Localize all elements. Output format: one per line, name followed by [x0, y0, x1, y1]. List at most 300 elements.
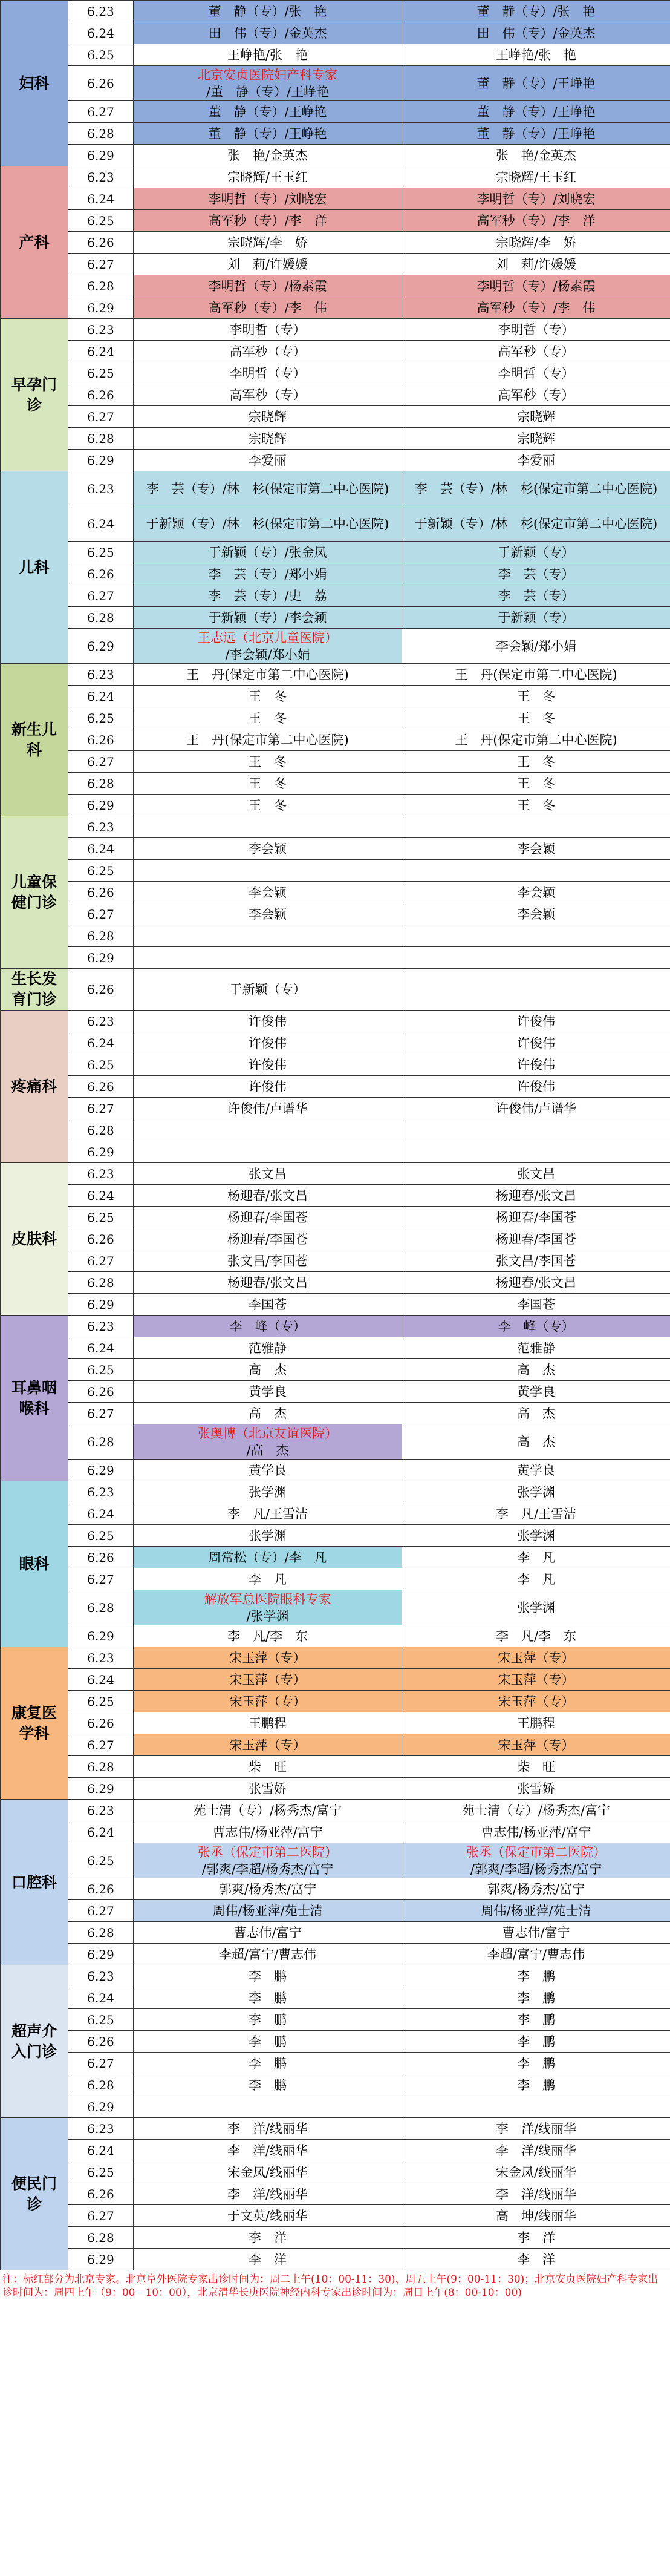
doctor-text: 宗晓辉	[249, 409, 287, 424]
doctor-text: 苑士清（专）/杨秀杰/富宁	[461, 1803, 611, 1818]
afternoon-doctor-cell	[402, 232, 670, 254]
doctor-text: 杨迎春/李国苍	[495, 1231, 577, 1247]
morning-doctor-cell	[134, 882, 402, 903]
morning-doctor-cell	[134, 707, 402, 729]
morning-doctor-cell	[134, 947, 402, 969]
schedule-row	[1, 2227, 670, 2249]
department-name: 生长发育门诊	[1, 969, 68, 1011]
schedule-row	[1, 947, 670, 969]
doctor-text: 王峥艳/张 艳	[227, 47, 308, 62]
morning-doctor-cell	[134, 1712, 402, 1734]
doctor-text: 李明哲（专）/杨素霞	[208, 278, 327, 293]
morning-doctor-cell	[134, 1669, 402, 1691]
afternoon-doctor-cell	[402, 860, 670, 882]
date-cell: 6.23	[68, 1481, 134, 1503]
doctor-text: 张学渊	[517, 1484, 555, 1499]
doctor-text: 范雅静	[517, 1340, 555, 1355]
date-cell: 6.27	[68, 751, 134, 773]
morning-doctor-cell	[134, 1625, 402, 1647]
morning-doctor-cell	[134, 2096, 402, 2118]
date-cell: 6.26	[68, 1712, 134, 1734]
afternoon-doctor-cell	[402, 1098, 670, 1119]
schedule-row	[1, 188, 670, 210]
doctor-text: 宋玉萍（专）	[498, 1694, 574, 1709]
afternoon-doctor-cell	[402, 1403, 670, 1424]
date-cell: 6.27	[68, 585, 134, 607]
doctor-text: 李 凡/李 东	[227, 1628, 308, 1644]
date-cell: 6.26	[68, 1381, 134, 1403]
doctor-text: 王峥艳/张 艳	[495, 47, 577, 62]
doctor-text: 郭爽/杨秀杰/富宁	[487, 1881, 585, 1896]
date-cell: 6.25	[68, 860, 134, 882]
morning-doctor-cell	[134, 729, 402, 751]
morning-doctor-cell	[134, 1032, 402, 1054]
date-cell: 6.25	[68, 2161, 134, 2183]
afternoon-doctor-cell	[402, 384, 670, 406]
date-cell: 6.25	[68, 1359, 134, 1381]
doctor-text: 李会颖	[517, 885, 555, 900]
schedule-row	[1, 1900, 670, 1922]
morning-doctor-cell	[134, 2249, 402, 2270]
doctor-text: 高 杰	[249, 1406, 287, 1421]
morning-doctor-cell	[134, 1987, 402, 2009]
doctor-text: 董 静（专）/王峥艳	[476, 76, 596, 91]
afternoon-doctor-cell	[402, 319, 670, 341]
date-cell: 6.27	[68, 2053, 134, 2074]
schedule-row	[1, 1503, 670, 1525]
visiting-expert-text: 北京安贞医院妇产科专家	[198, 67, 337, 82]
schedule-row	[1, 1359, 670, 1381]
afternoon-doctor-cell	[402, 362, 670, 384]
afternoon-doctor-cell	[402, 2161, 670, 2183]
date-cell: 6.24	[68, 341, 134, 362]
morning-doctor-cell	[134, 2140, 402, 2161]
doctor-text: 许俊伟	[249, 1035, 287, 1050]
morning-doctor-cell	[134, 2118, 402, 2140]
morning-doctor-cell	[134, 1647, 402, 1669]
doctor-text: 李 洋/线丽华	[495, 2121, 577, 2136]
date-cell: 6.25	[68, 707, 134, 729]
department-name: 产科	[1, 166, 68, 319]
doctor-text: 高 杰	[517, 1434, 555, 1449]
date-cell: 6.28	[68, 2074, 134, 2096]
doctor-text: 李 鹏	[249, 1990, 287, 2005]
schedule-row	[1, 2009, 670, 2031]
doctor-text: 李明哲（专）	[498, 322, 574, 337]
schedule-row	[1, 1011, 670, 1032]
doctor-text: 李 洋/线丽华	[495, 2143, 577, 2158]
schedule-row	[1, 686, 670, 707]
afternoon-doctor-cell	[402, 1778, 670, 1800]
visiting-expert-text: 张丞（保定市第二医院）	[198, 1844, 337, 1860]
doctor-text: 王 冬	[249, 776, 287, 791]
schedule-row	[1, 406, 670, 428]
morning-doctor-cell	[134, 1119, 402, 1141]
department-name: 疼痛科	[1, 1011, 68, 1163]
doctor-text: 高 杰	[249, 1362, 287, 1377]
doctor-text: /郭爽/李超/杨秀杰/富宁	[201, 1861, 334, 1876]
morning-doctor-cell	[134, 1076, 402, 1098]
afternoon-doctor-cell	[402, 816, 670, 838]
morning-doctor-cell	[134, 1778, 402, 1800]
doctor-text: 宋玉萍（专）	[229, 1737, 306, 1752]
morning-doctor-cell	[134, 362, 402, 384]
doctor-text: 王 丹(保定市第二中心医院)	[455, 732, 617, 747]
schedule-row	[1, 1944, 670, 1965]
afternoon-doctor-cell	[402, 2118, 670, 2140]
date-cell: 6.29	[68, 1625, 134, 1647]
date-cell: 6.29	[68, 795, 134, 816]
afternoon-doctor-cell	[402, 1272, 670, 1294]
date-cell: 6.23	[68, 1, 134, 22]
date-cell: 6.24	[68, 506, 134, 542]
schedule-row	[1, 1250, 670, 1272]
afternoon-doctor-cell	[402, 1647, 670, 1669]
schedule-row	[1, 1098, 670, 1119]
schedule-row	[1, 2161, 670, 2183]
morning-doctor-cell	[134, 2009, 402, 2031]
doctor-text: /李会颖/郑小娟	[225, 647, 310, 662]
doctor-text: 李 鹏	[517, 1990, 555, 2005]
doctor-text: 高军秒（专）/李 伟	[476, 300, 596, 315]
date-cell: 6.26	[68, 882, 134, 903]
schedule-row	[1, 2053, 670, 2074]
morning-doctor-cell	[134, 1821, 402, 1843]
schedule-row	[1, 1481, 670, 1503]
schedule-row	[1, 607, 670, 629]
visiting-expert-text: 解放军总医院眼科专家	[204, 1591, 331, 1607]
schedule-row	[1, 903, 670, 925]
date-cell: 6.24	[68, 686, 134, 707]
morning-doctor-cell	[134, 1922, 402, 1944]
schedule-row	[1, 1381, 670, 1403]
department-name: 妇科	[1, 1, 68, 166]
afternoon-doctor-cell	[402, 1294, 670, 1316]
afternoon-doctor-cell	[402, 1944, 670, 1965]
morning-doctor-cell	[134, 1525, 402, 1547]
afternoon-doctor-cell	[402, 123, 670, 145]
date-cell: 6.27	[68, 903, 134, 925]
morning-doctor-cell	[134, 506, 402, 542]
morning-doctor-cell	[134, 1944, 402, 1965]
schedule-row	[1, 1228, 670, 1250]
doctor-text: 于新颖（专）/林 杉(保定市第二中心医院)	[146, 516, 389, 531]
afternoon-doctor-cell	[402, 406, 670, 428]
schedule-row	[1, 816, 670, 838]
schedule-row	[1, 297, 670, 319]
afternoon-doctor-cell	[402, 1359, 670, 1381]
date-cell: 6.25	[68, 1843, 134, 1878]
afternoon-doctor-cell	[402, 882, 670, 903]
doctor-text: 董 静（专）/张 艳	[208, 4, 327, 19]
doctor-text: 曹志伟/杨亚萍/富宁	[481, 1824, 591, 1840]
doctor-text: 李 鹏	[249, 2012, 287, 2027]
doctor-text: 柴 旺	[249, 1759, 287, 1774]
doctor-text: 李 凡	[517, 1550, 555, 1565]
schedule-row	[1, 1316, 670, 1337]
morning-doctor-cell	[134, 1403, 402, 1424]
schedule-row	[1, 101, 670, 123]
doctor-text: 李明哲（专）	[229, 322, 306, 337]
afternoon-doctor-cell	[402, 22, 670, 44]
doctor-text: 李 洋	[517, 2252, 555, 2267]
morning-doctor-cell	[134, 751, 402, 773]
date-cell: 6.28	[68, 925, 134, 947]
afternoon-doctor-cell	[402, 1316, 670, 1337]
visiting-expert-text: 王志远（北京儿童医院）	[198, 630, 337, 645]
afternoon-doctor-cell	[402, 607, 670, 629]
schedule-row	[1, 751, 670, 773]
schedule-row	[1, 1460, 670, 1481]
date-cell: 6.23	[68, 1647, 134, 1669]
morning-doctor-cell	[134, 341, 402, 362]
schedule-row	[1, 2096, 670, 2118]
doctor-text: 宗晓辉	[517, 431, 555, 446]
schedule-row	[1, 506, 670, 542]
afternoon-doctor-cell	[402, 1424, 670, 1460]
afternoon-doctor-cell	[402, 1076, 670, 1098]
doctor-text: 李 芸（专）/林 杉(保定市第二中心医院)	[146, 481, 389, 496]
department-name: 超声介入门诊	[1, 1965, 68, 2118]
morning-doctor-cell	[134, 1163, 402, 1185]
date-cell: 6.28	[68, 1424, 134, 1460]
afternoon-doctor-cell	[402, 1965, 670, 1987]
date-cell: 6.28	[68, 2227, 134, 2249]
afternoon-doctor-cell	[402, 254, 670, 275]
date-cell: 6.25	[68, 2009, 134, 2031]
afternoon-doctor-cell	[402, 1625, 670, 1647]
date-cell: 6.29	[68, 1944, 134, 1965]
afternoon-doctor-cell	[402, 450, 670, 471]
morning-doctor-cell	[134, 123, 402, 145]
schedule-row	[1, 362, 670, 384]
doctor-text: 张学渊	[517, 1528, 555, 1543]
doctor-text: 李会颖	[249, 841, 287, 856]
date-cell: 6.24	[68, 1185, 134, 1207]
schedule-row	[1, 1337, 670, 1359]
date-cell: 6.23	[68, 166, 134, 188]
schedule-row	[1, 1843, 670, 1878]
date-cell: 6.28	[68, 773, 134, 795]
schedule-row	[1, 166, 670, 188]
doctor-text: 于文英/线丽华	[227, 2208, 308, 2223]
doctor-text: 宗晓辉/王玉红	[227, 169, 308, 185]
date-cell: 6.24	[68, 1337, 134, 1359]
department-name: 便民门诊	[1, 2118, 68, 2270]
schedule-row	[1, 1821, 670, 1843]
doctor-text: 李 洋/线丽华	[495, 2186, 577, 2201]
schedule-row	[1, 1734, 670, 1756]
afternoon-doctor-cell	[402, 795, 670, 816]
morning-doctor-cell	[134, 838, 402, 860]
morning-doctor-cell	[134, 297, 402, 319]
date-cell: 6.24	[68, 22, 134, 44]
afternoon-doctor-cell	[402, 210, 670, 232]
afternoon-doctor-cell	[402, 2183, 670, 2205]
morning-doctor-cell	[134, 1691, 402, 1712]
afternoon-doctor-cell	[402, 1734, 670, 1756]
doctor-text: 董 静（专）/王峥艳	[208, 126, 327, 141]
date-cell: 6.26	[68, 969, 134, 1011]
afternoon-doctor-cell	[402, 1381, 670, 1403]
date-cell: 6.28	[68, 1590, 134, 1625]
schedule-row	[1, 232, 670, 254]
morning-doctor-cell	[134, 2205, 402, 2227]
afternoon-doctor-cell	[402, 542, 670, 563]
schedule-row	[1, 1032, 670, 1054]
schedule-row	[1, 1272, 670, 1294]
date-cell: 6.25	[68, 1691, 134, 1712]
afternoon-doctor-cell	[402, 2096, 670, 2118]
schedule-row	[1, 1054, 670, 1076]
morning-doctor-cell	[134, 1900, 402, 1922]
afternoon-doctor-cell	[402, 1691, 670, 1712]
afternoon-doctor-cell	[402, 1032, 670, 1054]
date-cell: 6.23	[68, 1965, 134, 1987]
afternoon-doctor-cell	[402, 1185, 670, 1207]
schedule-row	[1, 1163, 670, 1185]
afternoon-doctor-cell	[402, 1547, 670, 1568]
doctor-text: 于新颖（专）	[229, 982, 306, 997]
afternoon-doctor-cell	[402, 506, 670, 542]
afternoon-doctor-cell	[402, 585, 670, 607]
doctor-text: 许俊伟	[249, 1014, 287, 1029]
doctor-text: 于新颖（专）	[498, 545, 574, 560]
doctor-text: 张 艳/金英杰	[227, 148, 308, 163]
doctor-text: 李 峰（专）	[498, 1319, 574, 1334]
doctor-text: 高军秒（专）	[498, 387, 574, 402]
doctor-text: 杨迎春/李国苍	[495, 1210, 577, 1225]
afternoon-doctor-cell	[402, 1228, 670, 1250]
schedule-row	[1, 22, 670, 44]
schedule-row	[1, 585, 670, 607]
date-cell: 6.24	[68, 1821, 134, 1843]
doctor-text: 董 静（专）/张 艳	[476, 4, 596, 19]
afternoon-doctor-cell	[402, 1054, 670, 1076]
morning-doctor-cell	[134, 686, 402, 707]
afternoon-doctor-cell	[402, 1337, 670, 1359]
afternoon-doctor-cell	[402, 903, 670, 925]
schedule-row	[1, 471, 670, 506]
doctor-text: 刘 莉/许媛媛	[227, 257, 308, 272]
afternoon-doctor-cell	[402, 1756, 670, 1778]
doctor-text: 许俊伟	[517, 1079, 555, 1094]
date-cell: 6.29	[68, 629, 134, 664]
morning-doctor-cell	[134, 563, 402, 585]
afternoon-doctor-cell	[402, 188, 670, 210]
morning-doctor-cell	[134, 1800, 402, 1821]
date-cell: 6.27	[68, 1734, 134, 1756]
morning-doctor-cell	[134, 1228, 402, 1250]
schedule-row	[1, 707, 670, 729]
schedule-row	[1, 1424, 670, 1460]
doctor-text: 宗晓辉/王玉红	[495, 169, 577, 185]
date-cell: 6.26	[68, 2183, 134, 2205]
date-cell: 6.23	[68, 1800, 134, 1821]
schedule-row	[1, 1878, 670, 1900]
date-cell: 6.27	[68, 101, 134, 123]
morning-doctor-cell	[134, 1141, 402, 1163]
date-cell: 6.27	[68, 254, 134, 275]
date-cell: 6.26	[68, 1076, 134, 1098]
doctor-text: 高 杰	[517, 1362, 555, 1377]
afternoon-doctor-cell	[402, 2205, 670, 2227]
afternoon-doctor-cell	[402, 44, 670, 66]
doctor-text: 宋玉萍（专）	[229, 1650, 306, 1665]
doctor-text: 宗晓辉/李 娇	[495, 235, 577, 250]
doctor-text: 高军秒（专）/李 洋	[476, 213, 596, 228]
morning-doctor-cell	[134, 1503, 402, 1525]
morning-doctor-cell	[134, 1756, 402, 1778]
doctor-text: 李 洋	[517, 2230, 555, 2245]
afternoon-doctor-cell	[402, 751, 670, 773]
doctor-text: 张学渊	[249, 1484, 287, 1499]
schedule-row	[1, 2031, 670, 2053]
morning-doctor-cell	[134, 145, 402, 166]
date-cell: 6.23	[68, 816, 134, 838]
schedule-row	[1, 1590, 670, 1625]
doctor-text: 王 冬	[517, 689, 555, 704]
doctor-text: 王 冬	[517, 754, 555, 769]
doctor-text: 张学渊	[517, 1600, 555, 1615]
schedule-row	[1, 123, 670, 145]
doctor-text: 高军秒（专）	[229, 387, 306, 402]
footnote: 注：标红部分为北京专家。北京阜外医院专家出诊时间为：周二上午(10：00-11：30)、周五上午(9：00-11：30)；北京安贞医院妇产科专家出诊时间为：周四上午（9：00－10：00），北京清华长庚医院神经内科专家出诊时间为：周日上午(8：00-10：00)	[2, 2273, 659, 2299]
morning-doctor-cell	[134, 1316, 402, 1337]
afternoon-doctor-cell	[402, 947, 670, 969]
doctor-text: 李 鹏	[249, 2077, 287, 2093]
date-cell: 6.23	[68, 664, 134, 686]
morning-doctor-cell	[134, 406, 402, 428]
date-cell: 6.29	[68, 947, 134, 969]
doctor-text: 董 静（专）/王峥艳	[476, 126, 596, 141]
department-name: 新生儿科	[1, 664, 68, 816]
doctor-text: 郭爽/杨秀杰/富宁	[218, 1881, 317, 1896]
morning-doctor-cell	[134, 664, 402, 686]
schedule-row	[1, 210, 670, 232]
date-cell: 6.26	[68, 1547, 134, 1568]
morning-doctor-cell	[134, 1098, 402, 1119]
doctor-text: 李 芸（专）/林 杉(保定市第二中心医院)	[414, 481, 658, 496]
afternoon-doctor-cell	[402, 1141, 670, 1163]
doctor-text: 许俊伟/卢谱华	[495, 1101, 577, 1116]
afternoon-doctor-cell	[402, 1568, 670, 1590]
doctor-text: 宋玉萍（专）	[229, 1672, 306, 1687]
doctor-text: 周常松（专）/李 凡	[208, 1550, 327, 1565]
doctor-text: 李 凡/李 东	[495, 1628, 577, 1644]
morning-doctor-cell	[134, 925, 402, 947]
afternoon-doctor-cell	[402, 297, 670, 319]
doctor-text: 许俊伟/卢谱华	[227, 1101, 308, 1116]
date-cell: 6.27	[68, 1568, 134, 1590]
doctor-text: 柴 旺	[517, 1759, 555, 1774]
doctor-text: 李国苍	[517, 1297, 555, 1312]
doctor-text: 许俊伟	[249, 1057, 287, 1072]
doctor-text: 宗晓辉/李 娇	[227, 235, 308, 250]
doctor-text: 李超/富宁/曹志伟	[218, 1947, 317, 1962]
doctor-text: 李会颖	[249, 906, 287, 922]
morning-doctor-cell	[134, 2031, 402, 2053]
doctor-text: 曹志伟/杨亚萍/富宁	[212, 1824, 323, 1840]
doctor-text: 王 冬	[249, 754, 287, 769]
schedule-row	[1, 254, 670, 275]
afternoon-doctor-cell	[402, 1712, 670, 1734]
date-cell: 6.28	[68, 1119, 134, 1141]
doctor-text: 李明哲（专）/刘晓宏	[208, 191, 327, 206]
doctor-text: 杨迎春/李国苍	[227, 1210, 308, 1225]
schedule-row	[1, 925, 670, 947]
afternoon-doctor-cell	[402, 101, 670, 123]
